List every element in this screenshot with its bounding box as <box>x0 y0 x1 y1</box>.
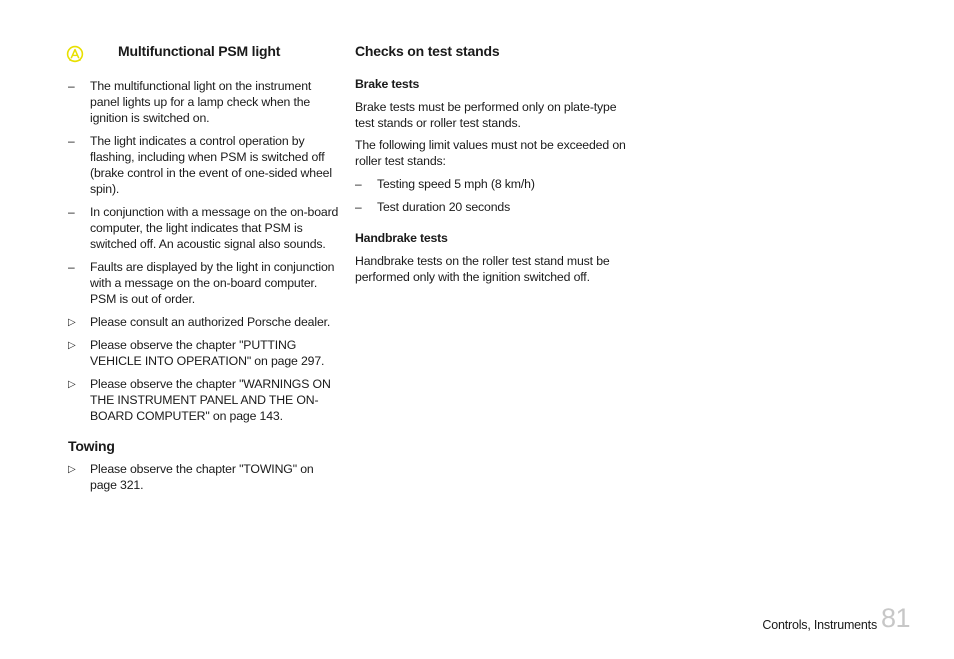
list-item <box>68 461 340 493</box>
list-item <box>68 78 340 126</box>
list-item-text: Test duration 20 seconds <box>377 200 511 214</box>
list-item <box>355 199 630 215</box>
list-item-text: Please consult an authorized Porsche dealer. <box>90 315 331 329</box>
triangle-marker-icon: ▷ <box>68 340 76 351</box>
limits-list <box>355 176 630 222</box>
dash-marker: – <box>355 200 362 214</box>
list-item <box>68 133 340 197</box>
list-item-text: Faults are displayed by the light in conjunction with a message on the on-board computer. PSM is out of order. <box>90 260 335 306</box>
triangle-marker-icon: ▷ <box>68 317 76 328</box>
list-item-text: Please observe the chapter "WARNINGS ON THE INSTRUMENT PANEL AND THE ON-BOARD COMPUTER" on page 143. <box>90 377 331 423</box>
brake-tests-heading: Brake tests <box>355 77 420 91</box>
list-item <box>68 314 340 330</box>
dash-marker: – <box>68 205 75 219</box>
list-item <box>68 376 340 424</box>
limit-values-paragraph: The following limit values must not be exceeded on roller test stands: <box>355 138 626 168</box>
psm-title: Multifunctional PSM light <box>118 43 281 59</box>
towing-list <box>68 461 340 500</box>
list-item <box>68 204 340 252</box>
list-item-text: Please observe the chapter "PUTTING VEHICLE INTO OPERATION" on page 297. <box>90 338 325 368</box>
dash-marker: – <box>355 177 362 191</box>
list-item-text: The multifunctional light on the instrument panel lights up for a lamp check when the ignition is switched on. <box>90 79 312 125</box>
triangle-marker-icon: ▷ <box>68 464 76 475</box>
dash-marker: – <box>68 260 75 274</box>
list-item-text: The light indicates a control operation by flashing, including when PSM is switched off (brake control in the event of one-sided wheel spin). <box>90 134 332 196</box>
section-label: Controls, Instruments <box>762 618 877 632</box>
test-stands-heading: Checks on test stands <box>355 43 500 59</box>
list-item <box>68 259 340 307</box>
brake-tests-paragraph: Brake tests must be performed only on plate-type test stands or roller test stands. <box>355 100 617 130</box>
dash-marker: – <box>68 79 75 93</box>
list-item <box>355 176 630 192</box>
list-item-text: In conjunction with a message on the on-board computer, the light indicates that PSM is switched off. An acoustic signal also sounds. <box>90 205 339 251</box>
dash-marker: – <box>68 134 75 148</box>
list-item-text: Testing speed 5 mph (8 km/h) <box>377 177 535 191</box>
list-item-text: Please observe the chapter "TOWING" on page 321. <box>90 462 314 492</box>
page-number: 81 <box>880 603 910 633</box>
psm-heading <box>68 42 340 66</box>
handbrake-paragraph: Handbrake tests on the roller test stand must be performed only with the ignition switched off. <box>355 254 610 284</box>
towing-heading: Towing <box>68 438 115 454</box>
psm-warning-light-icon <box>66 45 84 63</box>
triangle-marker-icon: ▷ <box>68 379 76 390</box>
psm-list <box>68 78 340 431</box>
list-item <box>68 337 340 369</box>
handbrake-tests-heading: Handbrake tests <box>355 231 448 245</box>
page-footer <box>710 603 910 637</box>
